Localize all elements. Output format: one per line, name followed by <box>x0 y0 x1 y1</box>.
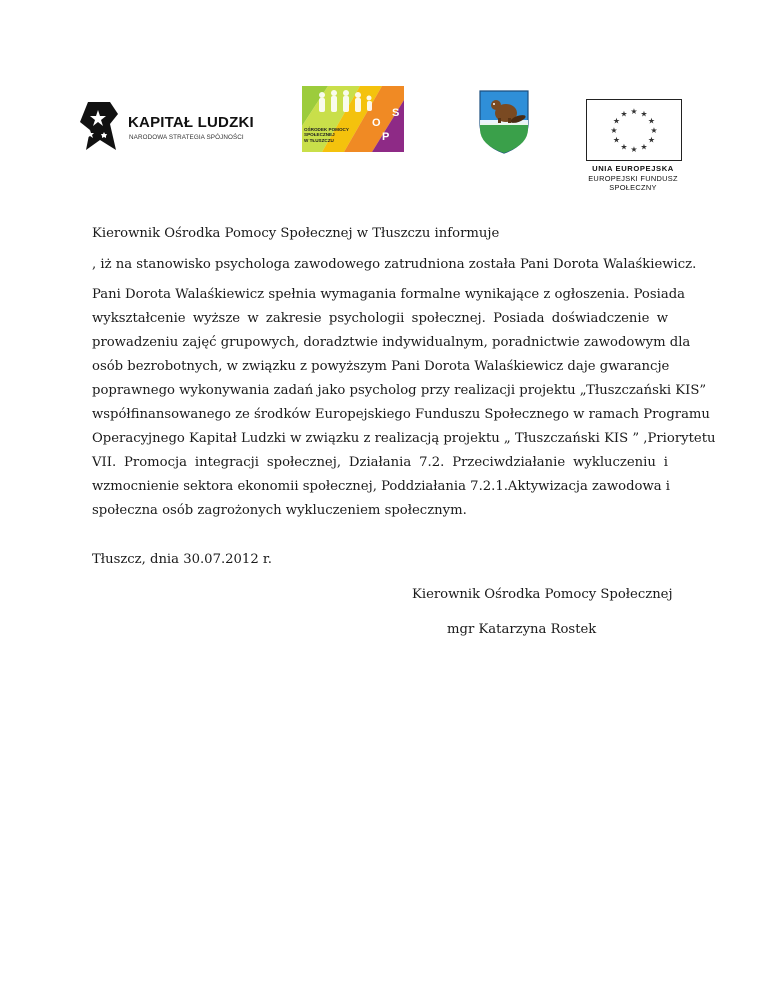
svg-text:★: ★ <box>640 142 648 152</box>
body-line: Operacyjnego Kapitał Ludzki w związku z realizacją projektu „ Tłuszczański KIS ” ,Priorytetu <box>92 431 716 446</box>
body-line: poprawnego wykonywania zadań jako psycholog przy realizacji projektu „Tłuszczański KIS” <box>92 383 707 398</box>
eu-efs-logo <box>578 93 696 201</box>
body-line: wykształcenie wyższe w zakresie psychologii społecznej. Posiada doświadczenie w <box>92 311 668 326</box>
svg-text:★: ★ <box>630 107 638 116</box>
ops-caption <box>304 127 349 143</box>
eu-union-label: UNIA EUROPEJSKA <box>592 164 674 173</box>
body-line: prowadzeniu zajęć grupowych, doradztwie indywidualnym, poradnictwie zawodowym dla <box>92 335 691 350</box>
signature-title: Kierownik Ośrodka Pomocy Społecznej <box>412 587 673 602</box>
body-line: Pani Dorota Walaśkiewicz spełnia wymagania formalne wynikające z ogłoszenia. Posiada <box>92 287 686 302</box>
svg-text:★: ★ <box>647 135 656 145</box>
ops-caption-line: SPOŁECZNEJ <box>304 132 335 138</box>
document-intro: , iż na stanowisko psychologa zawodowego zatrudniona została Pani Dorota Walaśkiewicz. <box>92 257 697 272</box>
svg-text:★: ★ <box>612 116 621 126</box>
ops-letter-o: O <box>372 117 381 129</box>
ops-caption-line: OŚRODEK POMOCY <box>304 127 349 132</box>
place-date: Tłuszcz, dnia 30.07.2012 r. <box>92 552 272 567</box>
body-line: społeczna osób zagrożonych wykluczeniem społecznym. <box>92 503 467 518</box>
svg-text:★: ★ <box>620 142 628 152</box>
svg-text:★: ★ <box>610 126 618 135</box>
eu-stars-circle-icon <box>587 100 681 160</box>
ops-letter-s: S <box>392 107 400 119</box>
ops-tluszcz-logo <box>302 86 404 152</box>
ops-letter-p: P <box>382 131 390 143</box>
kapital-ludzki-title: KAPITAŁ LUDZKI <box>128 114 254 131</box>
tluszcz-coat-of-arms-icon <box>478 89 530 155</box>
body-line: wzmocnienie sektora ekonomii społecznej, Poddziałania 7.2.1.Aktywizacja zawodowa i <box>92 479 671 494</box>
eu-fund-label: EUROPEJSKI FUNDUSZ <box>588 174 678 183</box>
kapital-ludzki-star-mark-icon <box>80 100 120 152</box>
kapital-ludzki-logo <box>80 100 260 156</box>
svg-text:★: ★ <box>647 116 656 126</box>
svg-text:★: ★ <box>640 109 648 119</box>
document-body <box>92 283 716 523</box>
svg-text:★: ★ <box>612 135 621 145</box>
body-line: VII. Promocja integracji społecznej, Działania 7.2. Przeciwdziałanie wykluczeniu i <box>92 455 668 470</box>
ops-caption-line: W TŁUSZCZU <box>304 137 334 143</box>
svg-text:★: ★ <box>630 145 638 154</box>
svg-text:★: ★ <box>650 126 658 135</box>
signature-name: mgr Katarzyna Rostek <box>447 622 597 637</box>
eu-social-label: SPOŁECZNY <box>609 183 657 192</box>
kapital-ludzki-subtitle: NARODOWA STRATEGIA SPÓJNOŚCI <box>129 134 244 141</box>
svg-text:★: ★ <box>620 109 628 119</box>
body-line: osób bezrobotnych, w związku z powyższym Pani Dorota Walaśkiewicz daje gwarancje <box>92 359 670 374</box>
eu-flag <box>586 99 682 161</box>
document-heading: Kierownik Ośrodka Pomocy Społecznej w Tłuszczu informuje <box>92 226 500 241</box>
body-line: współfinansowanego ze środków Europejskiego Funduszu Społecznego w ramach Programu <box>92 407 710 422</box>
